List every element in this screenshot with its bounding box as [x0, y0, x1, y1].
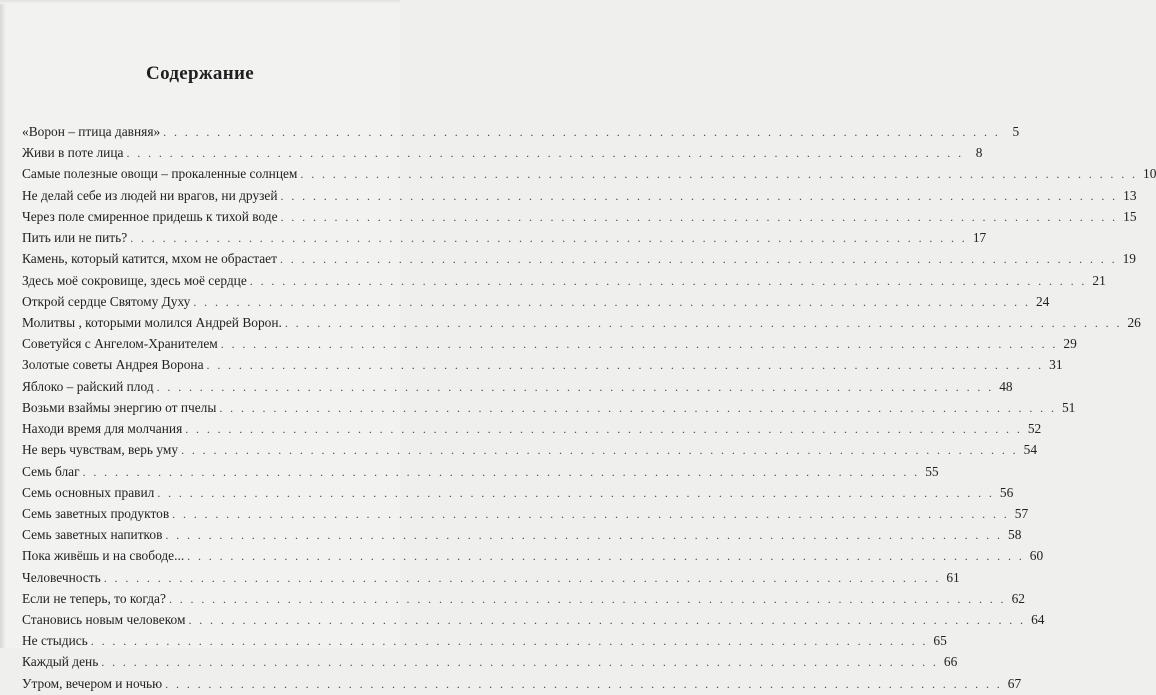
toc-entry-page-number: 8: [975, 145, 983, 161]
dot-leader: [163, 122, 1000, 143]
toc-entry-page-number: 60: [1029, 548, 1044, 564]
dot-leader: [130, 228, 967, 249]
toc-entry: [22, 291, 1050, 312]
toc-entry-page-number: 15: [1123, 208, 1137, 224]
dot-leader: [104, 568, 941, 589]
page-top-edge-shadow: [0, 0, 400, 4]
toc-entry: [22, 651, 958, 672]
toc-entry-title: Каждый день: [22, 654, 99, 670]
toc-entry: [22, 163, 1156, 184]
dot-leader: [285, 313, 1122, 334]
toc-entry-page-number: 56: [999, 484, 1014, 500]
toc-entry-page-number: 57: [1014, 505, 1029, 521]
toc-entry: [22, 354, 1063, 375]
toc-entry-title: Золотые советы Андрея Ворона: [22, 357, 204, 373]
toc-entry: [22, 206, 1137, 227]
toc-entry-title: Пока живёшь и на свободе...: [22, 548, 185, 564]
toc-entry: [22, 439, 1038, 460]
toc-entry: [22, 482, 1014, 503]
table-of-contents: [22, 121, 1156, 694]
toc-entry: [22, 673, 1022, 694]
dot-leader: [185, 419, 1022, 440]
toc-entry-title: Семь заветных продуктов: [22, 505, 170, 521]
toc-entry: [22, 397, 1076, 418]
toc-entry-page-number: 5: [1012, 124, 1020, 139]
toc-entry: [22, 524, 1022, 545]
toc-entry: [22, 588, 1025, 609]
dot-leader: [281, 186, 1118, 207]
toc-entry-title: Открой сердце Святому Духу: [22, 293, 191, 309]
toc-entry-title: «Ворон – птица давняя»: [22, 124, 161, 139]
toc-entry: [22, 142, 983, 163]
dot-leader: [165, 525, 1002, 546]
toc-entry-page-number: 64: [1031, 612, 1045, 628]
toc-entry-page-number: 26: [1127, 314, 1141, 330]
toc-entry: [22, 312, 1141, 333]
toc-entry: [22, 418, 1042, 439]
toc-entry: [22, 185, 1137, 206]
toc-entry: [22, 609, 1045, 630]
dot-leader: [83, 462, 920, 483]
toc-entry-title: Пить или не пить?: [22, 230, 128, 246]
toc-entry-page-number: 24: [1035, 293, 1050, 309]
toc-entry-page-number: 61: [946, 569, 960, 585]
toc-entry-title: Не верь чувствам, верь уму: [22, 442, 179, 458]
toc-entry-title: Человечность: [22, 569, 101, 585]
toc-entry-title: Советуйся с Ангелом-Хранителем: [22, 336, 218, 352]
dot-leader: [172, 504, 1009, 525]
toc-entry-title: Семь заветных напитков: [22, 527, 163, 543]
dot-leader: [187, 546, 1024, 567]
toc-entry-page-number: 58: [1008, 527, 1022, 543]
toc-entry-title: Не делай себе из людей ни врагов, ни друзей: [22, 187, 278, 203]
toc-entry-page-number: 10: [1143, 166, 1156, 182]
toc-entry-title: Камень, который катится, мхом не обрастает: [22, 251, 277, 267]
dot-leader: [280, 249, 1117, 270]
toc-entry: [22, 567, 960, 588]
toc-entry-title: Находи время для молчания: [22, 421, 183, 437]
dot-leader: [250, 271, 1087, 292]
toc-entry: [22, 248, 1136, 269]
toc-entry-page-number: 55: [925, 463, 939, 479]
toc-entry: [22, 503, 1029, 524]
dot-leader: [91, 631, 928, 652]
toc-entry-title: Семь основных правил: [22, 484, 155, 500]
dot-leader: [193, 292, 1030, 313]
dot-leader: [126, 143, 963, 164]
toc-entry: [22, 545, 1044, 566]
dot-leader: [221, 334, 1058, 355]
page-left-edge-shadow: [0, 0, 6, 648]
toc-entry-page-number: 65: [933, 633, 947, 649]
toc-entry-page-number: 17: [972, 230, 987, 246]
toc-entry-title: Самые полезные овощи – прокаленные солнцем: [22, 166, 298, 182]
toc-entry-page-number: 29: [1063, 336, 1077, 352]
toc-entry-title: Живи в поте лица: [22, 145, 124, 161]
toc-entry-title: Возьми взаймы энергию от пчелы: [22, 399, 217, 415]
toc-entry: [22, 461, 939, 482]
toc-entry: [22, 630, 947, 651]
toc-entry-title: Если не теперь, то когда?: [22, 590, 166, 606]
toc-entry-page-number: 52: [1027, 421, 1042, 437]
dot-leader: [188, 610, 1025, 631]
toc-entry-title: Не стыдись: [22, 633, 88, 649]
dot-leader: [300, 164, 1137, 185]
page-title: Содержание: [146, 63, 254, 84]
dot-leader: [165, 674, 1002, 695]
toc-entry-page-number: 66: [943, 654, 958, 670]
toc-entry-title: Становись новым человеком: [22, 612, 186, 628]
toc-entry-title: Яблоко – райский плод: [22, 378, 154, 394]
toc-entry-page-number: 13: [1123, 187, 1137, 203]
dot-leader: [157, 377, 994, 398]
toc-entry-page-number: 67: [1007, 675, 1022, 691]
toc-entry-page-number: 19: [1122, 251, 1136, 267]
dot-leader: [281, 207, 1118, 228]
dot-leader: [207, 355, 1044, 376]
toc-entry: [22, 270, 1106, 291]
dot-leader: [101, 652, 938, 673]
toc-entry-page-number: 48: [999, 378, 1013, 394]
dot-leader: [219, 398, 1056, 419]
toc-entry-page-number: 62: [1011, 590, 1025, 606]
dot-leader: [157, 483, 994, 504]
toc-entry: [22, 121, 1020, 142]
toc-entry-page-number: 21: [1092, 272, 1106, 288]
toc-entry: [22, 333, 1077, 354]
toc-entry-title: Через поле смиренное придешь к тихой воде: [22, 208, 278, 224]
toc-entry: [22, 227, 987, 248]
toc-entry-title: Утром, вечером и ночью: [22, 675, 163, 691]
toc-entry-page-number: 54: [1023, 442, 1038, 458]
toc-entry: [22, 376, 1013, 397]
toc-entry-title: Молитвы , которыми молился Андрей Ворон.: [22, 314, 282, 330]
toc-entry-title: Семь благ: [22, 463, 80, 479]
toc-entry-title: Здесь моё сокровище, здесь моё сердце: [22, 272, 247, 288]
toc-entry-page-number: 51: [1061, 399, 1076, 415]
dot-leader: [181, 440, 1018, 461]
toc-entry-page-number: 31: [1049, 357, 1063, 373]
dot-leader: [169, 589, 1006, 610]
